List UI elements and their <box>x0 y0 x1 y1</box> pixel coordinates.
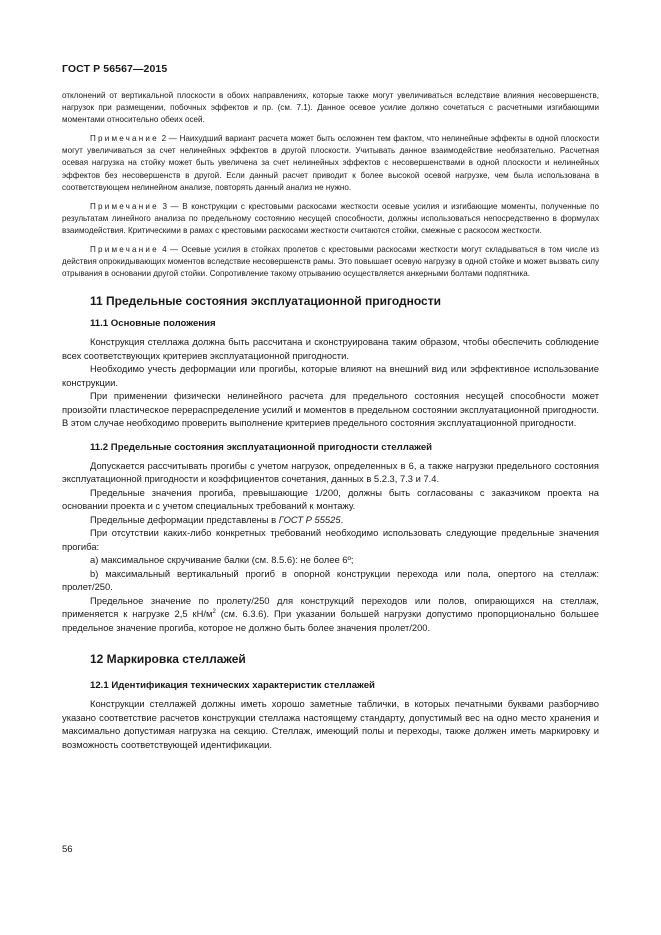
note-text: 4 — Осевые усилия в стойках пролетов с крестовыми раскосами жесткости могут складываться в том числе из действия опрокидывающих моментов вследствие несовершенств рамы. Это повышает осевую нагрузку в одной стойке и может вызвать силу отрывания в основании другой стойки. Сопротивление такому отрыванию осуществляется анкерными болтами подпятника. <box>62 245 599 279</box>
paragraph-text: Предельное значение по пролету/250 для конструкций переходов или полов, опирающихся на стеллаж, применяется к нагрузке 2,5 кН/м <box>62 594 599 620</box>
paragraph-text: . <box>340 513 344 525</box>
section-11 <box>62 294 599 634</box>
superscript: 2 <box>212 609 216 616</box>
list-item-b: b) максимальный вертикальный прогиб в опорной конструкции перехода или пола, опертого на стеллаж: пролет/250. <box>62 567 599 593</box>
paragraph: Предельные значения прогиба, превышающие 1/200, должны быть согласованы с заказчиком проекта на основании проекта и с учетом специальных требований к монтажу. <box>62 486 599 512</box>
note-label: Примечание <box>90 245 159 255</box>
page-number: 56 <box>62 844 73 855</box>
page-header: ГОСТ Р 56567—2015 <box>62 63 168 75</box>
subsection-12-1-title: 12.1 Идентификация технических характеристик стеллажей <box>90 680 375 692</box>
list-item-a: a) максимальное скручивание балки (см. 8.5.6): не более 6º; <box>90 554 354 566</box>
gost-reference: ГОСТ Р 55525 <box>278 513 341 525</box>
paragraph: При отсутствии каких-либо конкретных требований необходимо использовать следующие предельные значения прогиба: <box>62 527 599 552</box>
page-content <box>62 90 599 751</box>
note-label: Примечание <box>90 201 159 211</box>
note-label: Примечание <box>90 134 159 144</box>
subsection-11-2-title: 11.2 Предельные состояния эксплуатационной пригодности стеллажей <box>90 441 433 453</box>
note-text: 3 — В конструкции с крестовыми раскосами жесткости осевые усилия и изгибающие моменты, полученные по результатам линейного анализа по предельному состоянию несущей способности, должны использоваться непосредственно в формулах взаимодействия. Критическими в рамах с крестовыми раскосами жесткости считаются стойки, смежные с раскосом жесткости. <box>62 201 599 235</box>
section-12-title: 12 Маркировка стеллажей <box>90 652 246 667</box>
notes-block <box>62 90 599 280</box>
paragraph-text: Предельные деформации представлены в <box>90 513 279 525</box>
section-12 <box>62 652 599 751</box>
paragraph-text: (см. 6.3.6). При указании большей нагрузки допустимо пропорционально большее предельное значение прогиба, которое не должно быть более значения пролет/200. <box>62 608 599 633</box>
note-4 <box>62 244 599 280</box>
paragraph: Необходимо учесть деформации или прогибы, которые влияют на внешний вид или эффективное использование конструкции. <box>62 363 599 388</box>
note-2 <box>62 133 599 193</box>
note-3 <box>62 201 599 237</box>
paragraph: Допускается рассчитывать прогибы с учетом нагрузок, определенных в 6, а также нагрузки предельного состояния эксплуатационной пригодности и коэффициентов сочетания, данных в 5.2.3, 7.3 и 7.4. <box>62 459 599 485</box>
paragraph <box>62 594 599 635</box>
note-text: 2 — Наихудший вариант расчета может быть осложнен тем фактом, что нелинейные эффекты в одной плоскости могут увеличиваться за счет нелинейных эффектов в другой плоскости. Учитывать данное взаимодействие необязательно. Расчетная осевая нагрузка на стойку может быть увеличена за счет нелинейных эффектов с несовершенствами в одной плоскости и нелинейных эффектов без несовершенств в другой. Если данный расчет приводит к более высокой осевой нагрузке, чем была использована в соответствующем нелинейном анализе, повторять данный анализ не нужно. <box>62 134 599 192</box>
paragraph <box>62 513 599 527</box>
section-11-title: 11 Предельные состояния эксплуатационной пригодности <box>90 294 441 309</box>
paragraph: При применении физически нелинейного расчета для предельного состояния несущей способности может произойти пластическое перераспределение усилий и моментов в предельном состоянии эксплуатационной пригодности. В этом случае необходимо проверить выполнение критериев предельного состояния эксплуатационной пригодности. <box>62 390 599 429</box>
intro-paragraph: отклонений от вертикальной плоскости в обоих направлениях, которые также могут увеличиваться вследствие влияния несовершенств, нагрузок при размещении, побочных эффектов и пр. (см. 7.1). Данное осевое усилие должно сочетаться с расчетными изгибающими моментами относительно обеих осей. <box>62 91 599 125</box>
paragraph: Конструкции стеллажей должны иметь хорошо заметные таблички, в которых печатными буквами разборчиво указано соответствие расчетов конструкции стеллажа настоящему стандарту, допустимый вес на одно место хранения и максимально допустимая нагрузка на секцию. Стеллаж, имеющий полы и переходы, также должен иметь маркировку и возможность соответствующей идентификации. <box>62 698 599 750</box>
paragraph: Конструкция стеллажа должна быть рассчитана и сконструирована таким образом, чтобы обеспечить соблюдение всех соответствующих критериев эксплуатационной пригодности. <box>62 336 599 361</box>
subsection-11-1-title: 11.1 Основные положения <box>90 318 216 330</box>
